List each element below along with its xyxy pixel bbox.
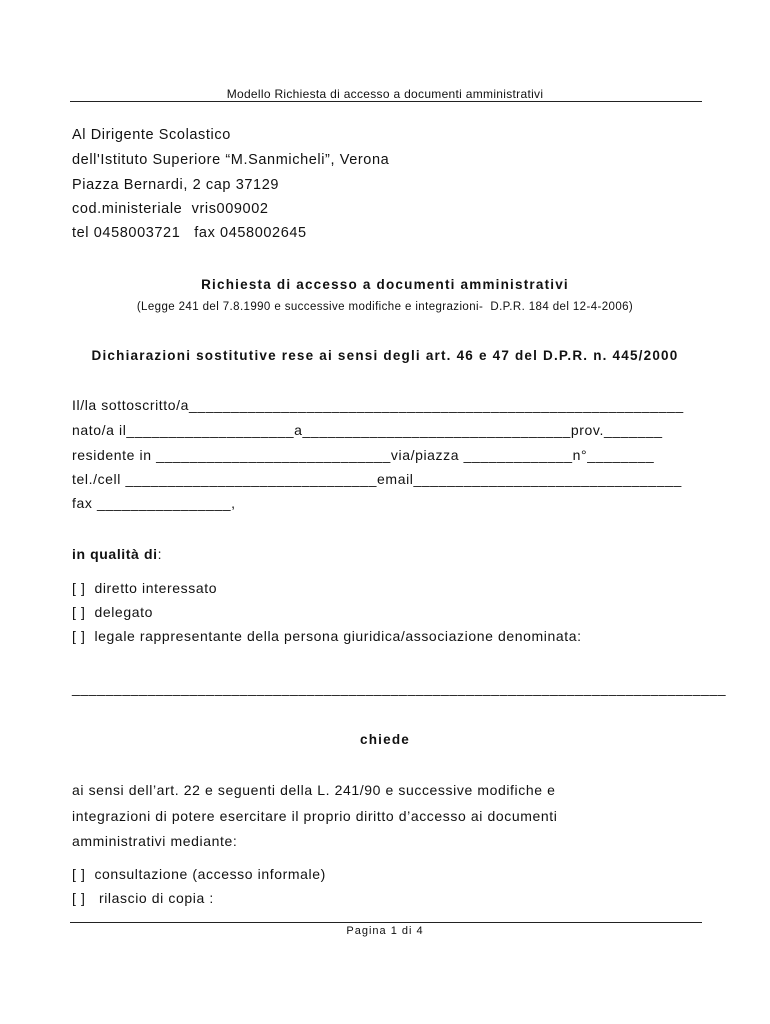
request-subtitle: (Legge 241 del 7.8.1990 e successive modifiche e integrazioni- D.P.R. 184 del 12-4-2006)	[136, 301, 634, 313]
recipient-line-2: dell'Istituto Superiore “M.Sanmicheli”, Verona	[72, 152, 390, 168]
access-option-copy: [ ] rilascio di copia :	[72, 890, 214, 906]
capacity-option-interested: [ ] diretto interessato	[72, 580, 218, 596]
form-line-fax: fax ________________,	[72, 495, 236, 511]
page-number: Pagina 1 di 4	[346, 925, 424, 937]
recipient-line-5: tel 0458003721 fax 0458002645	[72, 225, 307, 241]
recipient-line-3: Piazza Bernardi, 2 cap 37129	[72, 177, 280, 193]
capacity-colon: :	[157, 546, 163, 562]
capacity-option-delegate: [ ] delegato	[72, 604, 153, 620]
form-line-contact: tel./cell ______________________________email________________________________	[72, 471, 682, 487]
capacity-heading	[72, 546, 162, 562]
chiede-paragraph-line-1: ai sensi dell’art. 22 e seguenti della L. 241/90 e successive modifiche e	[72, 782, 556, 798]
form-line-name: Il/la sottoscritto/a___________________________________________________________	[72, 397, 684, 413]
header-rule	[70, 101, 702, 102]
capacity-option-legal-rep: [ ] legale rappresentante della persona giuridica/associazione denominata:	[72, 628, 582, 644]
capacity-label: in qualità di	[72, 546, 158, 562]
page-header-title: Modello Richiesta di accesso a documenti amministrativi	[226, 87, 544, 101]
chiede-heading: chiede	[360, 732, 410, 747]
recipient-line-1: Al Dirigente Scolastico	[72, 127, 231, 143]
recipient-line-4: cod.ministeriale vris009002	[72, 201, 269, 217]
form-line-birth: nato/a il____________________a________________________________prov._______	[72, 422, 663, 438]
request-title: Richiesta di accesso a documenti amministrativi	[201, 277, 569, 292]
form-line-residence: residente in ____________________________via/piazza _____________n°________	[72, 447, 655, 463]
footer-rule	[70, 922, 702, 923]
chiede-paragraph-line-2: integrazioni di potere esercitare il proprio diritto d’accesso ai documenti	[72, 808, 558, 824]
declaration-heading: Dichiarazioni sostitutive rese ai sensi degli art. 46 e 47 del D.P.R. n. 445/2000	[91, 348, 679, 363]
access-option-consultation: [ ] consultazione (accesso informale)	[72, 866, 326, 882]
chiede-paragraph-line-3: amministrativi mediante:	[72, 833, 238, 849]
association-blank-line: ______________________________________________________________________________	[72, 680, 727, 696]
